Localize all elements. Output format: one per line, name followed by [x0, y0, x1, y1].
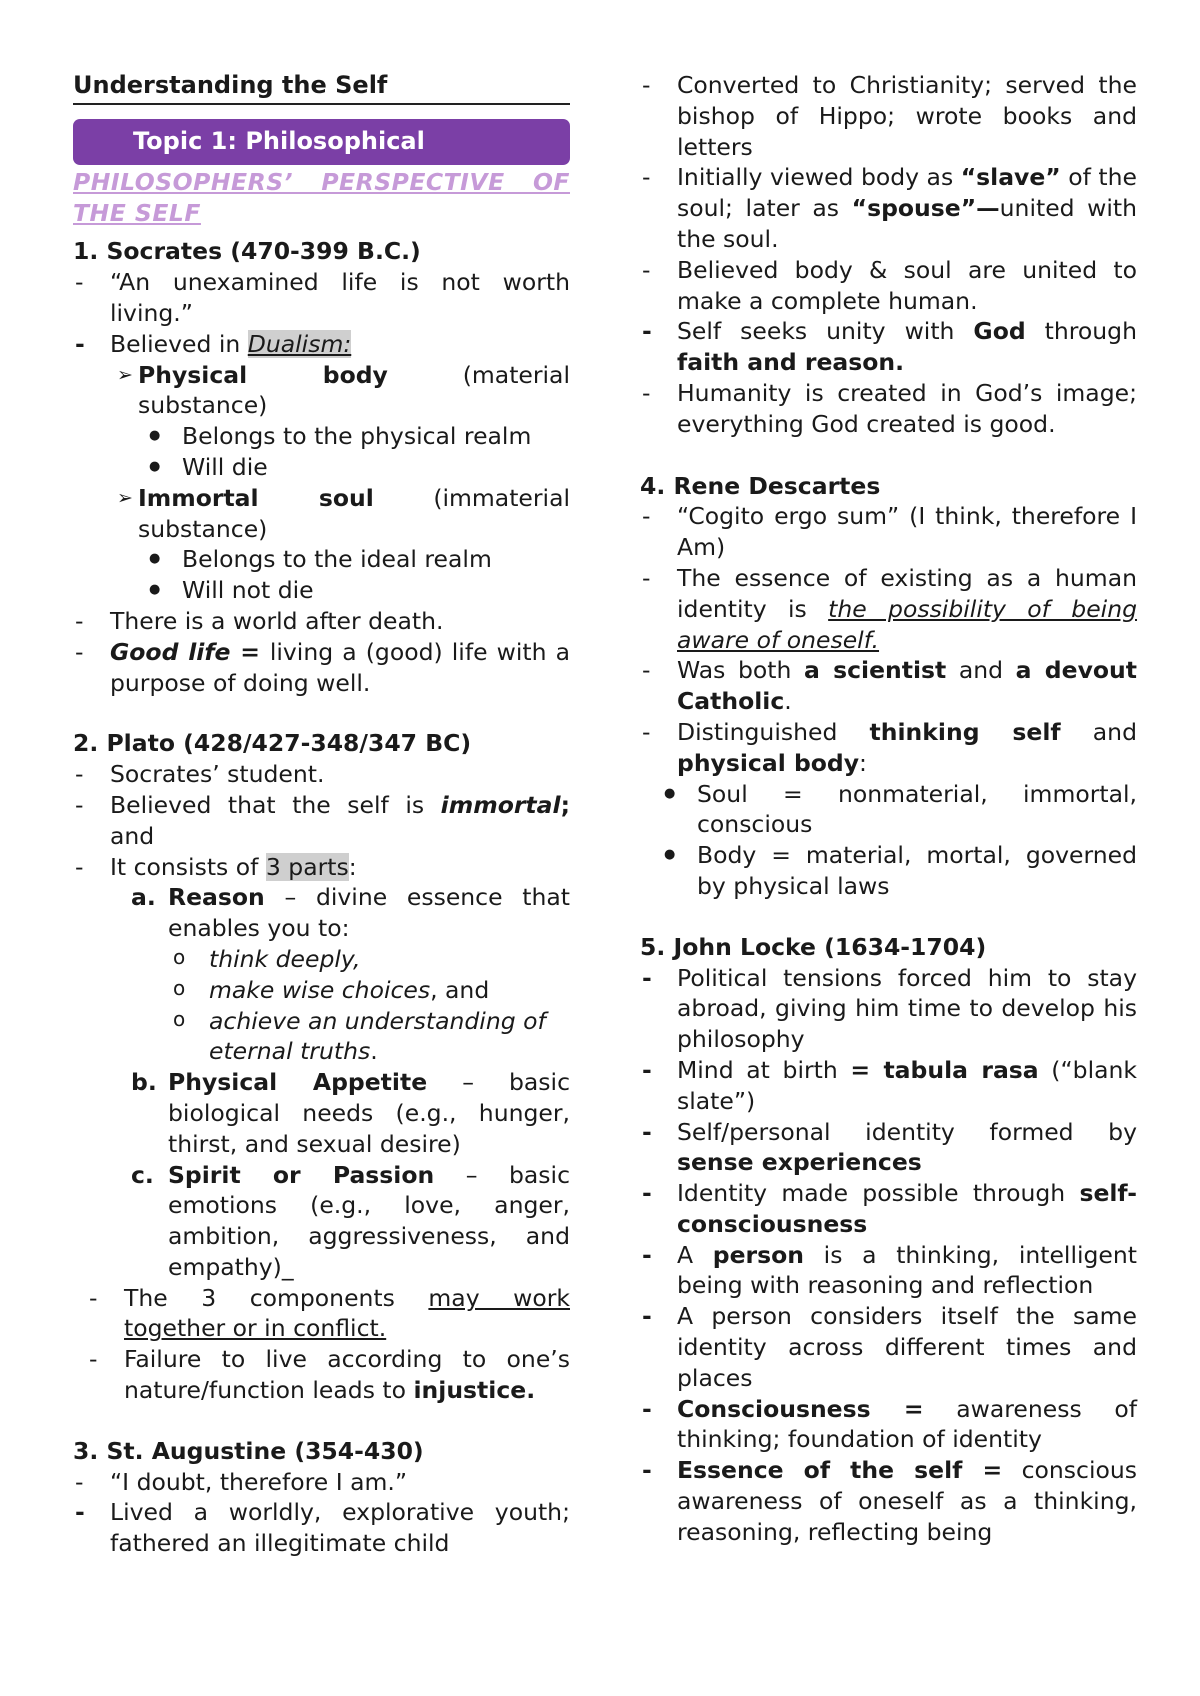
plato-student: - Socrates’ student. [73, 759, 570, 790]
locke-self-consciousness: - Identity made possible through self-consciousness [640, 1178, 1137, 1240]
socrates-quote: - “An unexamined life is not worth living.” [73, 267, 570, 329]
dualism-term: Dualism: [247, 329, 352, 358]
locke-tabula-rasa: - Mind at birth = tabula rasa (“blank slate”) [640, 1055, 1137, 1117]
plato-components: - The 3 components may work together or in conflict. [87, 1283, 570, 1345]
locke-sense-experiences: - Self/personal identity formed by sense experiences [640, 1117, 1137, 1179]
heading-plato: 2. Plato (428/427-348/347 BC) [73, 729, 472, 758]
soul-detail-1: ● Belongs to the ideal realm [73, 544, 570, 575]
locke-person: - A person is a thinking, intelligent being with reasoning and reflection [640, 1240, 1137, 1302]
locke-same-identity: - A person considers itself the same identity across different times and places [640, 1301, 1137, 1393]
reason-item-2: o make wise choices, and [73, 975, 570, 1006]
locke-consciousness: - Consciousness = awareness of thinking; foundation of identity [640, 1394, 1137, 1456]
three-parts-highlight: 3 parts [265, 852, 349, 881]
socrates-good-life: - Good life = living a (good) life with a purpose of doing well. [73, 637, 570, 699]
socrates-afterlife: - There is a world after death. [73, 606, 570, 637]
augustine-converted: - Converted to Christianity; served the bishop of Hippo; wrote books and letters [640, 70, 1137, 162]
descartes-essence: - The essence of existing as a human identity is the possibility of being aware of oneself. [640, 563, 1137, 655]
descartes-body: ● Body = material, mortal, governed by physical laws [640, 840, 1137, 902]
plato-parts: - It consists of 3 parts: [73, 852, 570, 883]
soul-detail-2: ● Will not die [73, 575, 570, 606]
augustine-united: - Believed body & soul are united to make a complete human. [640, 255, 1137, 317]
physical-detail-1: ● Belongs to the physical realm [73, 421, 570, 452]
descartes-soul: ● Soul = nonmaterial, immortal, conscious [640, 779, 1137, 841]
augustine-image: - Humanity is created in God’s image; everything God created is good. [640, 378, 1137, 440]
heading-socrates: 1. Socrates (470-399 B.C.) [73, 237, 421, 266]
document-title: Understanding the Self [73, 70, 570, 105]
plato-failure: - Failure to live according to one’s nature/function leads to injustice. [87, 1344, 570, 1406]
heading-augustine: 3. St. Augustine (354-430) [73, 1436, 424, 1465]
augustine-body-view: - Initially viewed body as “slave” of the soul; later as “spouse”—united with the soul. [640, 162, 1137, 254]
section-subtitle: PHILOSOPHERS’ PERSPECTIVE OF THE SELF [73, 167, 570, 227]
descartes-scientist: - Was both a scientist and a devout Catholic. [640, 655, 1137, 717]
topic-banner: Topic 1: Philosophical [73, 119, 570, 165]
physical-detail-2: ● Will die [73, 452, 570, 483]
reason-item-3: o achieve an understanding of eternal truths. [73, 1006, 570, 1068]
physical-body-item: ➢ Physical body (material substance) [73, 360, 570, 422]
right-column [640, 70, 1137, 1548]
heading-locke: 5. John Locke (1634-1704) [640, 932, 987, 961]
immortal-soul-item: ➢ Immortal soul (immaterial substance) [73, 483, 570, 545]
locke-essence-of-self: - Essence of the self = conscious awareness of oneself as a thinking, reasoning, reflecting being [640, 1455, 1137, 1547]
augustine-youth: - Lived a worldly, explorative youth; fathered an illegitimate child [73, 1497, 570, 1559]
plato-spirit: c. Spirit or Passion – basic emotions (e.g., love, anger, ambition, aggressiveness, and empathy)_ [131, 1160, 570, 1281]
reason-item-1: o think deeply, [73, 944, 570, 975]
augustine-quote: - “I doubt, therefore I am.” [73, 1467, 570, 1498]
plato-appetite: b. Physical Appetite – basic biological needs (e.g., hunger, thirst, and sexual desire) [131, 1068, 571, 1158]
left-column [73, 70, 570, 1559]
augustine-unity: - Self seeks unity with God through faith and reason. [640, 316, 1137, 378]
plato-reason: a. Reason – divine essence that enables you to: [131, 883, 570, 943]
heading-descartes: 4. Rene Descartes [640, 471, 881, 500]
descartes-distinguished: - Distinguished thinking self and physical body: [640, 717, 1137, 779]
socrates-dualism: - Believed in Dualism: [73, 329, 570, 360]
plato-immortal: - Believed that the self is immortal; and [73, 790, 570, 852]
locke-political: - Political tensions forced him to stay abroad, giving him time to develop his philosophy [640, 963, 1137, 1055]
descartes-cogito: - “Cogito ergo sum” (I think, therefore I Am) [640, 501, 1137, 563]
